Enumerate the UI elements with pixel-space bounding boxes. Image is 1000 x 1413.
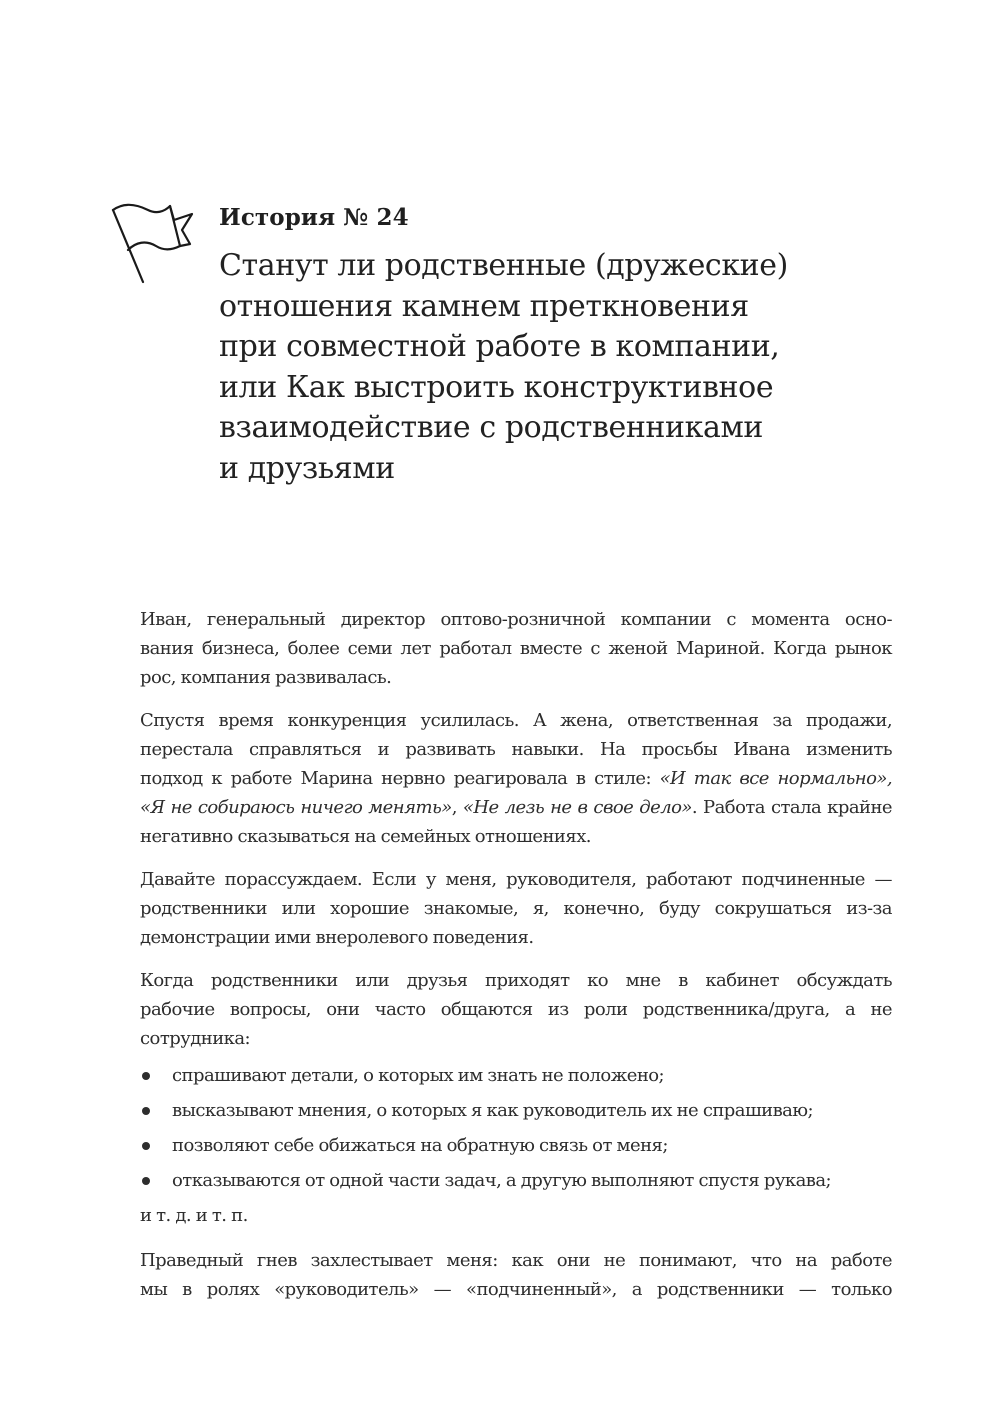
text-line: Иван, генеральный директор оптово-розничной компании с момента осно-: [140, 609, 892, 630]
title-line: отношения камнем преткновения: [219, 288, 749, 324]
paragraph-4: [140, 966, 892, 1053]
bullet-icon: [142, 1142, 150, 1150]
list-item: [140, 1096, 892, 1125]
text-run: . Работа стала крайне: [691, 797, 892, 818]
text-line: [140, 764, 892, 793]
list-item-text: позволяют себе обижаться на обратную связь от меня;: [172, 1135, 668, 1156]
text-line: Спустя время конкуренция усилилась. А жена, ответственная за продажи,: [140, 710, 892, 731]
title-line: или Как выстроить конструктивное: [219, 369, 774, 405]
bullet-list: [140, 1061, 892, 1195]
text-line: сотрудника:: [140, 1028, 251, 1049]
paragraph-1: [140, 605, 892, 692]
bullet-icon: [142, 1177, 150, 1185]
text-run: ,: [451, 797, 463, 818]
quote-italic: «Не лезь не в свое дело»: [462, 797, 692, 818]
text-line: мы в ролях «руководитель» — «подчиненный», а родственники — только: [140, 1279, 892, 1300]
list-item-text: спрашивают детали, о которых им знать не положено;: [172, 1065, 665, 1086]
chapter-heading: [219, 200, 899, 489]
text-line: Когда родственники или друзья приходят ко мне в кабинет обсуждать: [140, 970, 892, 991]
list-item-text: высказывают мнения, о которых я как руководитель их не спрашиваю;: [172, 1100, 813, 1121]
list-item: [140, 1131, 892, 1160]
title-line: взаимодействие с родственниками: [219, 410, 763, 445]
list-item: [140, 1061, 892, 1090]
text-line: рос, компания развивалась.: [140, 667, 392, 688]
quote-italic: «Я не собираюсь ничего менять»: [140, 797, 452, 818]
text-run: подход к работе Марина нервно реагировала в стиле:: [140, 768, 660, 789]
text-line: Давайте порассуждаем. Если у меня, руководителя, работают подчиненные —: [140, 869, 892, 890]
paragraph-5: [140, 1246, 892, 1304]
story-number: История № 24: [219, 204, 409, 231]
paragraph-3: [140, 865, 892, 952]
title-line: и друзьями: [219, 450, 395, 486]
list-item: [140, 1166, 892, 1195]
text-line: родственники или хорошие знакомые, я, конечно, буду сокрушаться из-за: [140, 898, 892, 919]
quote-italic: «И так все нормально»,: [659, 768, 892, 789]
text-line: негативно сказываться на семейных отношениях.: [140, 826, 591, 847]
text-line: рабочие вопросы, они часто общаются из роли родственника/друга, а не: [140, 999, 892, 1020]
text-line: [140, 793, 892, 822]
text-line: вания бизнеса, более семи лет работал вместе с женой Мариной. Когда рынок: [140, 638, 892, 659]
text-line: демонстрации ими внеролевого поведения.: [140, 927, 534, 948]
title-line: при совместной работе в компании,: [219, 329, 780, 364]
flag-icon: [110, 196, 194, 288]
bullet-icon: [142, 1107, 150, 1115]
text-line: Праведный гнев захлестывает меня: как они не понимают, что на работе: [140, 1250, 892, 1271]
etc-line: и т. д. и т. п.: [140, 1205, 248, 1226]
story-title: [219, 246, 899, 489]
text-line: перестала справляться и развивать навыки. На просьбы Ивана изменить: [140, 739, 892, 760]
title-line: Станут ли родственные (дружеские): [219, 248, 788, 283]
bullet-icon: [142, 1072, 150, 1080]
body-text: [140, 605, 892, 1318]
list-item-text: отказываются от одной части задач, а другую выполняют спустя рукава;: [172, 1170, 832, 1191]
paragraph-2: [140, 706, 892, 851]
